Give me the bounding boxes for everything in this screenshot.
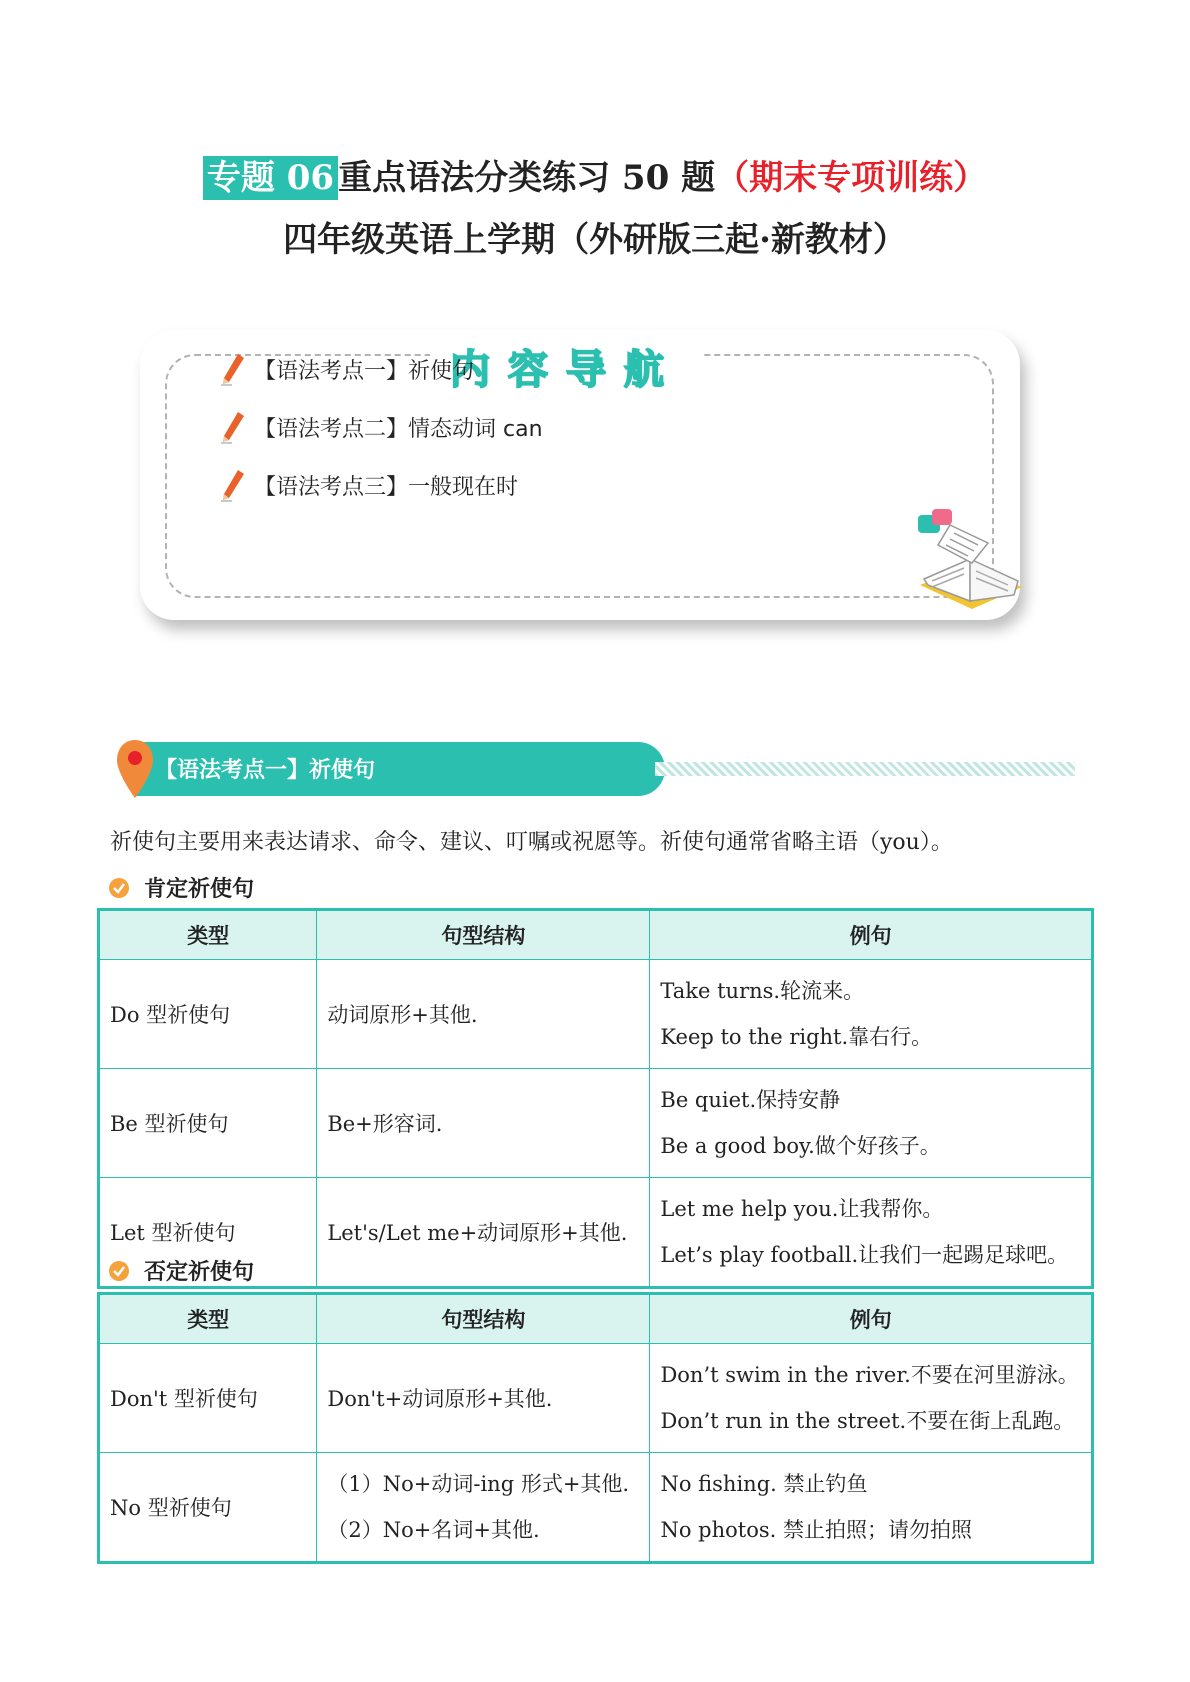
- topic-tag: 专题 06: [203, 156, 338, 200]
- example-line: Take turns.轮流来。: [660, 979, 865, 1003]
- example-cell: [650, 1069, 1093, 1178]
- example-cell: [650, 1453, 1093, 1563]
- structure-line: （2）No+名词+其他.: [327, 1518, 540, 1542]
- type-cell: No 型祈使句: [99, 1453, 317, 1563]
- banner-title: 【语法考点一】祈使句: [155, 758, 376, 783]
- structure-cell: Be+形容词.: [317, 1069, 650, 1178]
- intro-text: 祈使句主要用来表达请求、命令、建议、叮嘱或祝愿等。祈使句通常省略主语（you）。: [110, 830, 953, 855]
- table-row: [99, 960, 1093, 1069]
- header-example: 例句: [650, 910, 1093, 960]
- structure-line: （1）No+动词-ing 形式+其他.: [327, 1472, 630, 1496]
- badge-icon: [108, 877, 130, 905]
- example-line: Be a good boy.做个好孩子。: [660, 1134, 941, 1158]
- header-type: 类型: [99, 910, 317, 960]
- example-cell: [650, 960, 1093, 1069]
- page-title: [0, 150, 1190, 199]
- toc-item-label: 【语法考点一】祈使句: [254, 359, 475, 384]
- example-cell: [650, 1178, 1093, 1288]
- example-cell: [650, 1344, 1093, 1453]
- title-main: 重点语法分类练习 50 题: [338, 158, 716, 198]
- table-row: [99, 1453, 1093, 1563]
- structure-cell: [317, 1453, 650, 1563]
- pencil-icon: [220, 352, 248, 392]
- header-example: 例句: [650, 1294, 1093, 1344]
- example-line: Keep to the right.靠右行。: [660, 1025, 933, 1049]
- example-line: Let me help you.让我帮你。: [660, 1197, 944, 1221]
- example-line: No fishing. 禁止钓鱼: [660, 1472, 868, 1496]
- table-header-row: [99, 910, 1093, 960]
- badge-icon: [108, 1260, 130, 1288]
- table-row: [99, 1344, 1093, 1453]
- contents-heading: 内容导航: [430, 338, 702, 395]
- example-line: Be quiet.保持安静: [660, 1088, 841, 1112]
- positive-heading: [108, 872, 254, 905]
- negative-table: [97, 1292, 1094, 1564]
- location-pin-icon: [115, 738, 155, 806]
- section-banner: [115, 738, 1075, 798]
- pencil-icon: [220, 410, 248, 450]
- table-row: [99, 1069, 1093, 1178]
- toc-item-label: 【语法考点二】情态动词 can: [254, 417, 543, 442]
- example-line: Don’t run in the street.不要在街上乱跑。: [660, 1409, 1075, 1433]
- table-header-row: [99, 1294, 1093, 1344]
- pencil-icon: [220, 468, 248, 508]
- type-cell: Don't 型祈使句: [99, 1344, 317, 1453]
- book-illustration-icon: [910, 505, 1030, 619]
- contents-box: [140, 330, 1030, 630]
- header-structure: 句型结构: [317, 910, 650, 960]
- toc-item-1[interactable]: [220, 352, 474, 392]
- type-cell: Be 型祈使句: [99, 1069, 317, 1178]
- page-subtitle: 四年级英语上学期（外研版三起·新教材）: [283, 220, 907, 260]
- header-type: 类型: [99, 1294, 317, 1344]
- negative-heading: [108, 1255, 254, 1288]
- structure-cell: Don't+动词原形+其他.: [317, 1344, 650, 1453]
- example-line: Don’t swim in the river.不要在河里游泳。: [660, 1363, 1079, 1387]
- title-highlight: （期末专项训练）: [715, 158, 988, 198]
- positive-heading-label: 肯定祈使句: [144, 877, 255, 902]
- type-cell: Do 型祈使句: [99, 960, 317, 1069]
- negative-heading-label: 否定祈使句: [144, 1260, 255, 1285]
- positive-table: [97, 908, 1094, 1289]
- example-line: No photos. 禁止拍照；请勿拍照: [660, 1518, 972, 1542]
- toc-item-label: 【语法考点三】一般现在时: [254, 475, 519, 500]
- example-line: Let’s play football.让我们一起踢足球吧。: [660, 1243, 1069, 1267]
- structure-cell: Let's/Let me+动词原形+其他.: [317, 1178, 650, 1288]
- toc-item-3[interactable]: [220, 468, 518, 508]
- header-structure: 句型结构: [317, 1294, 650, 1344]
- type-cell: Let 型祈使句: [99, 1178, 317, 1288]
- structure-cell: 动词原形+其他.: [317, 960, 650, 1069]
- toc-item-2[interactable]: [220, 410, 543, 450]
- banner-stripe: [655, 762, 1075, 776]
